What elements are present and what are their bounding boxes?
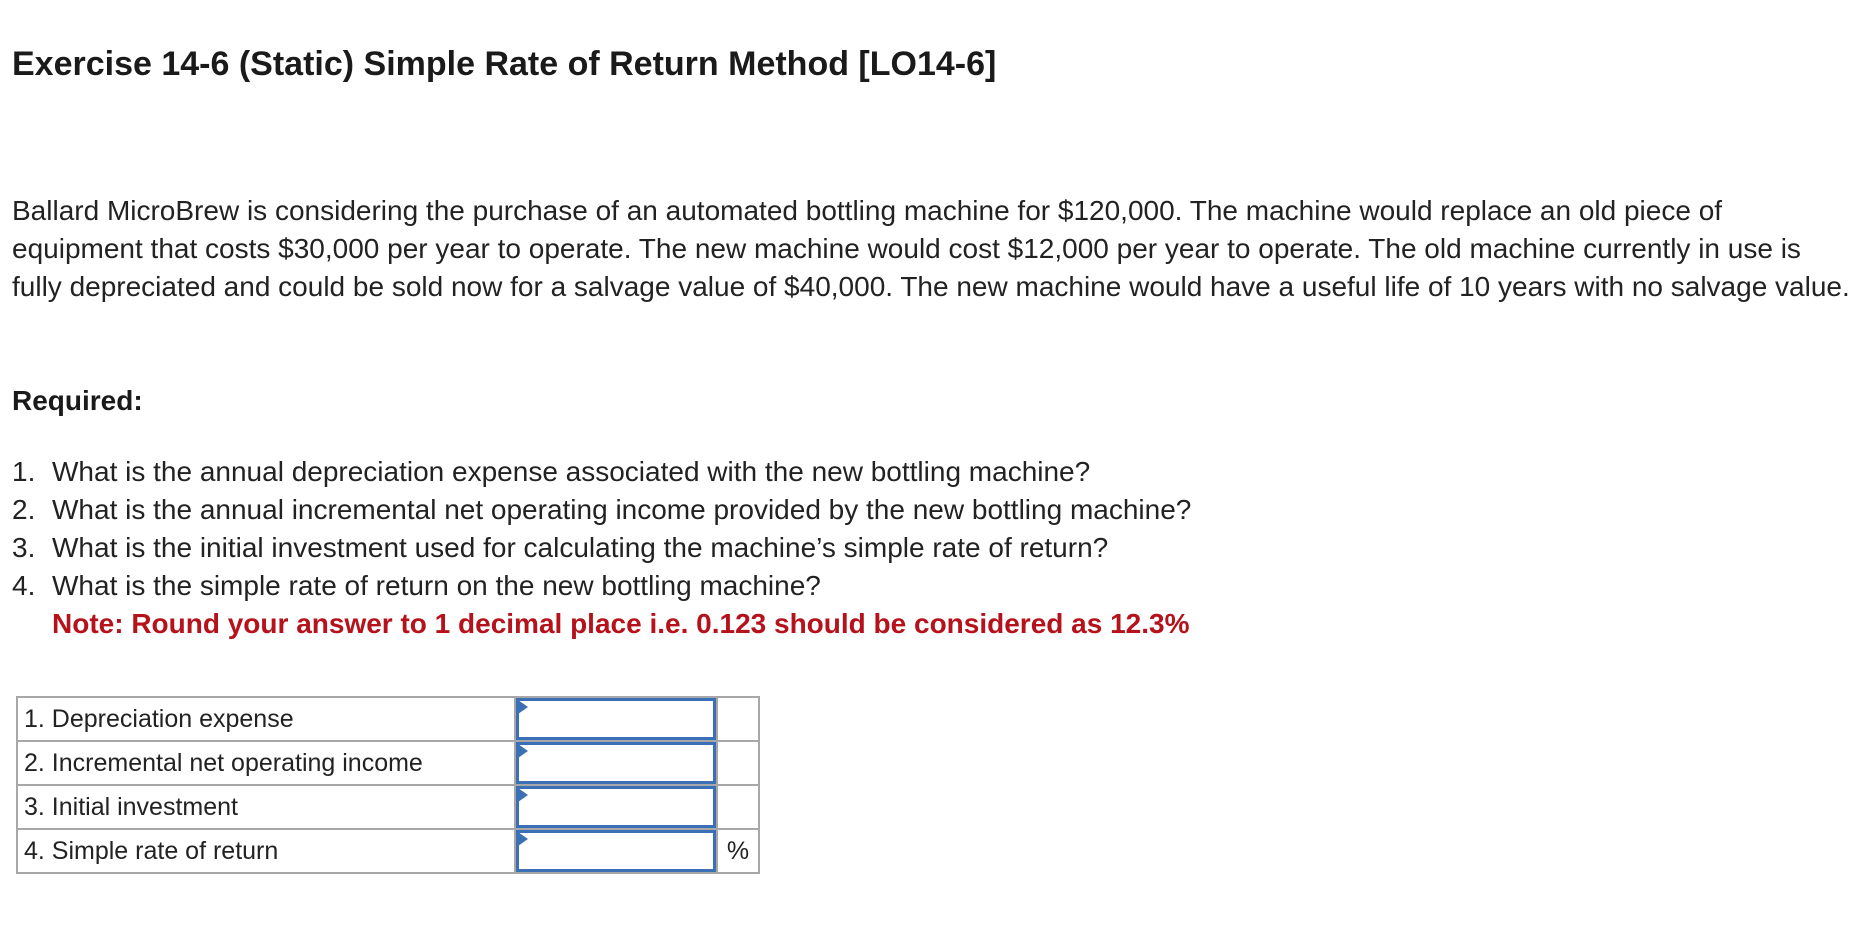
answer-unit <box>717 697 759 741</box>
requirement-number: 4. <box>12 570 36 601</box>
requirement-number: 3. <box>12 532 36 563</box>
answer-row-label: 2. Incremental net operating income <box>17 741 515 785</box>
requirement-item-4 <box>12 567 1191 643</box>
answer-input-cell <box>515 829 717 873</box>
requirement-item-2 <box>12 491 1191 529</box>
problem-statement: Ballard MicroBrew is considering the purchase of an automated bottling machine for $120,000. The machine would replace an old piece of equipment that costs $30,000 per year to operate. The new machine would cost $12,000 per year to operate. The old machine currently in use is fully depreciated and could be sold now for a salvage value of $40,000. The new machine would have a useful life of 10 years with no salvage value. <box>12 195 1850 302</box>
answer-row-depreciation <box>17 697 759 741</box>
answer-unit <box>717 741 759 785</box>
answer-unit <box>717 785 759 829</box>
requirements-list <box>12 453 1191 643</box>
requirement-number: 2. <box>12 494 36 525</box>
requirement-item-1 <box>12 453 1191 491</box>
answer-row-label: 3. Initial investment <box>17 785 515 829</box>
requirement-text: What is the initial investment used for calculating the machine’s simple rate of return? <box>52 532 1109 563</box>
answer-row-incremental-noi <box>17 741 759 785</box>
answer-row-initial-investment <box>17 785 759 829</box>
requirement-number: 1. <box>12 456 36 487</box>
requirement-text: What is the annual incremental net operating income provided by the new bottling machine? <box>52 494 1192 525</box>
rounding-note: Note: Round your answer to 1 decimal place i.e. 0.123 should be considered as 12.3% <box>52 608 1190 639</box>
answer-input-cell <box>515 697 717 741</box>
answer-input-cell <box>515 741 717 785</box>
answer-input-cell <box>515 785 717 829</box>
answer-row-label: 4. Simple rate of return <box>17 829 515 873</box>
percent-unit-label: % <box>717 829 759 873</box>
incremental-net-operating-income-input[interactable] <box>516 742 716 784</box>
answer-row-label: 1. Depreciation expense <box>17 697 515 741</box>
answer-table <box>16 696 760 874</box>
required-heading: Required: <box>12 385 143 416</box>
exercise-title: Exercise 14-6 (Static) Simple Rate of Return Method [LO14-6] <box>12 45 997 83</box>
requirement-text: What is the simple rate of return on the new bottling machine? <box>52 570 821 601</box>
requirement-item-3 <box>12 529 1191 567</box>
initial-investment-input[interactable] <box>516 786 716 828</box>
simple-rate-of-return-input[interactable] <box>516 830 716 872</box>
depreciation-expense-input[interactable] <box>516 698 716 740</box>
requirement-text: What is the annual depreciation expense associated with the new bottling machine? <box>52 456 1091 487</box>
answer-row-simple-rate <box>17 829 759 873</box>
